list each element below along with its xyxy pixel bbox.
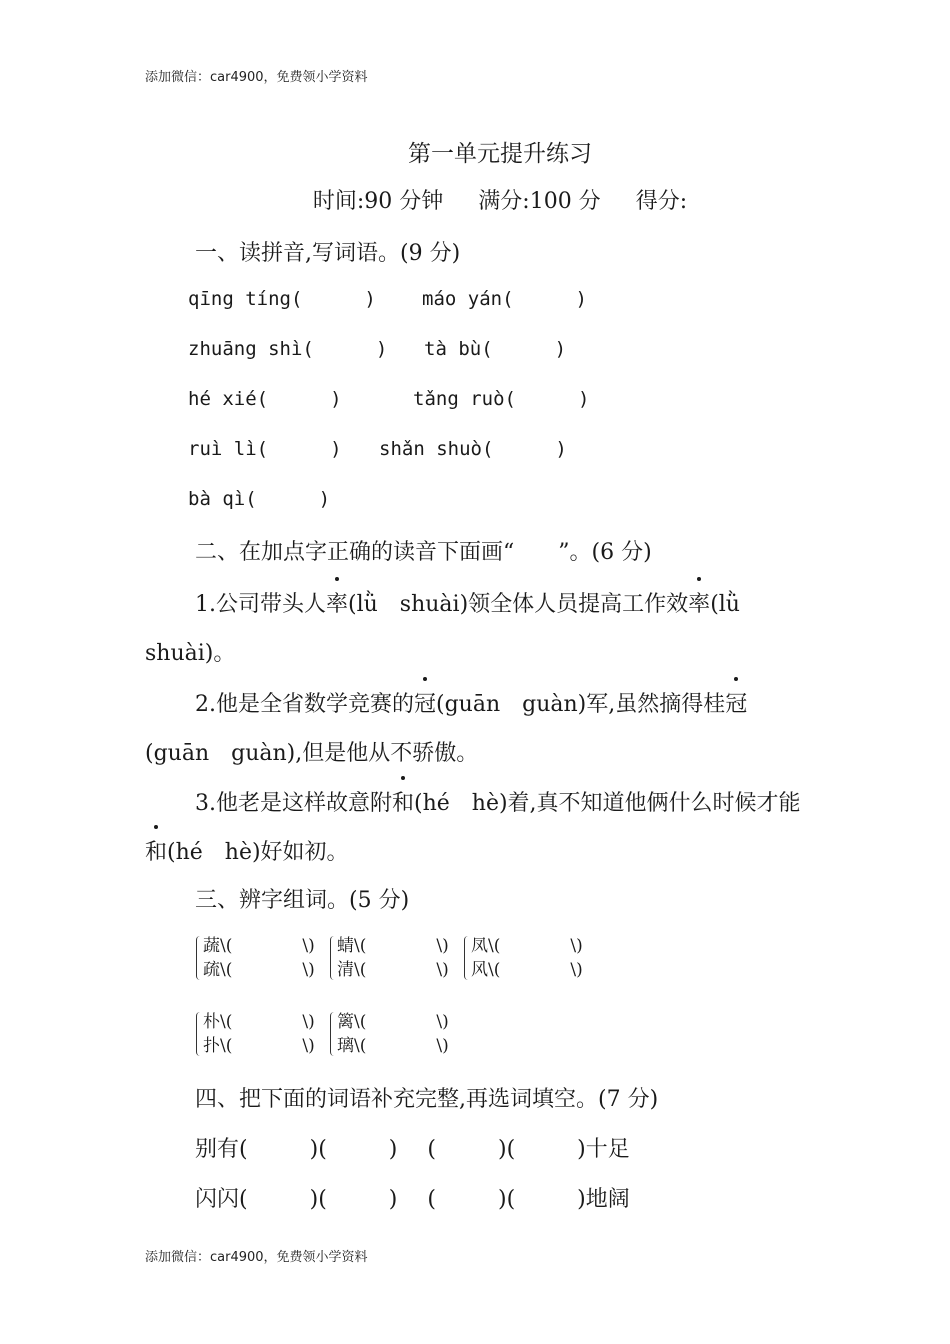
idiom-line-1: 别有( )( ) ( )( )十足 [195, 1137, 630, 1162]
idiom-line-2: 闪闪( )( ) ( )( )地阔 [195, 1187, 630, 1212]
exam-meta [0, 184, 950, 215]
pinyin-item: shǎn shuò( ) [379, 438, 567, 460]
char-pair: 凤\( \) 风\( \) [471, 934, 583, 982]
score-field: 得分: [635, 189, 688, 214]
pinyin-item: zhuāng shì( ) [188, 338, 388, 360]
page-footer: 添加微信：car4900，免费领小学资料 [145, 1250, 368, 1265]
section-4-heading: 四、把下面的词语补充完整,再选词填空。(7 分) [195, 1087, 659, 1112]
dotted-char: 冠 [725, 680, 747, 729]
question-2-2: 2.他是全省数学竞赛的冠(guān guàn)军,虽然摘得桂冠(guān guàn),但是他从不骄傲。 [145, 680, 805, 778]
pinyin-item: máo yán( ) [422, 288, 587, 310]
pinyin-item: qīng tíng( ) [188, 288, 376, 310]
question-2-1: 1.公司带头人率(lǜ shuài)领全体人员提高工作效率(lǜ shuài)。 [145, 580, 805, 678]
dotted-char: 率 [326, 580, 348, 629]
question-2-3: 3.他老是这样故意附和(hé hè)着,真不知道他俩什么时候才能和(hé hè)好如初。 [145, 779, 805, 877]
time-limit: 时间:90 分钟 [312, 189, 444, 214]
dotted-char: 和 [392, 779, 414, 828]
pinyin-item: tà bù( ) [424, 338, 567, 360]
page-header: 添加微信：car4900，免费领小学资料 [145, 70, 368, 85]
char-pair: 蔬\( \) 疏\( \) [203, 934, 315, 982]
pinyin-item: hé xié( ) [188, 388, 342, 410]
section-1-heading: 一、读拼音,写词语。(9 分) [195, 241, 461, 266]
char-pair: 朴\( \) 扑\( \) [203, 1010, 315, 1058]
pinyin-item: tǎng ruò( ) [413, 388, 590, 410]
pinyin-item: bà qì( ) [188, 488, 331, 510]
section-2-heading: 二、在加点字正确的读音下面画“ ”。(6 分) [195, 540, 652, 565]
char-pair: 篱\( \) 璃\( \) [337, 1010, 449, 1058]
dotted-char: 冠 [414, 680, 436, 729]
full-score: 满分:100 分 [478, 189, 601, 214]
page-title: 第一单元提升练习 [408, 141, 592, 167]
pinyin-item: ruì lì( ) [188, 438, 342, 460]
dotted-char: 和 [145, 828, 167, 877]
char-pair: 蜻\( \) 清\( \) [337, 934, 449, 982]
dotted-char: 率 [688, 580, 710, 629]
section-3-heading: 三、辨字组词。(5 分) [195, 888, 410, 913]
